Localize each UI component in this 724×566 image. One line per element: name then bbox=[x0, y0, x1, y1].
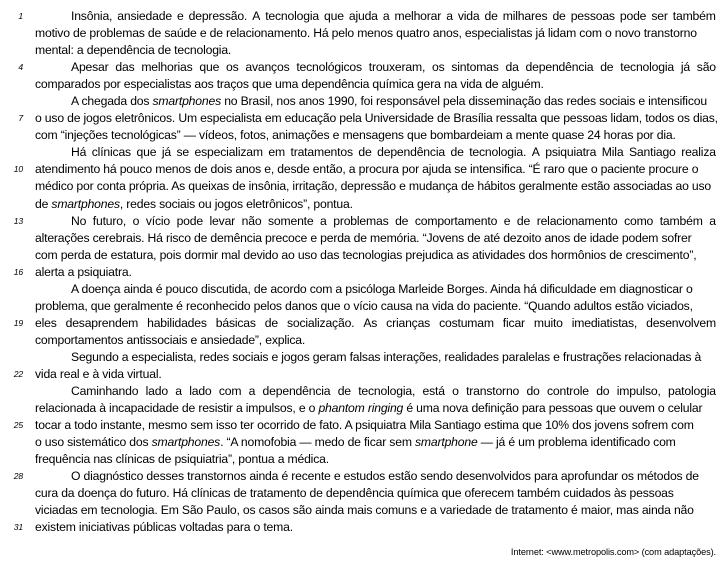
text-line bbox=[13, 468, 716, 485]
line-text: mental: a dependência de tecnologia. bbox=[35, 43, 232, 58]
line-number-1: 1 bbox=[18, 11, 23, 21]
line-number-25: 25 bbox=[13, 420, 23, 431]
text-line bbox=[27, 178, 716, 195]
line-text: de smartphones, redes sociais ou jogos eletrônicos”, pontua. bbox=[35, 196, 353, 211]
text-line bbox=[27, 451, 716, 468]
line-text: alterações cerebrais. Há risco de demência precoce e perda de memória. “Jovens de até dezoito anos de idade podem sofrer bbox=[35, 230, 692, 245]
line-text: A doença ainda é pouco discutida, de acordo com a psicóloga Marleide Borges. Ainda há dificuldade em diagnosticar o bbox=[71, 281, 693, 296]
line-text: viciadas em tecnologia. Em São Paulo, os casos são ainda mais comuns e a variedade de tratamento é maior, mas ainda não bbox=[35, 503, 694, 518]
text-line bbox=[27, 196, 716, 213]
text-line bbox=[27, 434, 716, 451]
line-number-28: 28 bbox=[13, 471, 23, 482]
line-text: alerta a psiquiatra. bbox=[35, 264, 132, 279]
text-line bbox=[18, 59, 716, 76]
line-text: com “injeções tecnológicas” — vídeos, fotos, animações e mensagens que bombardeiam a mente quase 24 horas por dia. bbox=[35, 128, 676, 143]
text-line bbox=[27, 383, 716, 400]
line-text: No futuro, o vício pode levar não somente a problemas de comportamento e de relacionamento como também a bbox=[71, 213, 716, 228]
text-line bbox=[27, 127, 716, 144]
line-text: A chegada dos smartphones no Brasil, nos anos 1990, foi responsável pela disseminação das redes sociais e intensificou bbox=[71, 94, 707, 109]
line-text: o uso de jogos eletrônicos. Um especialista em educação pela Universidade de Brasília ressalta que pessoas lidam, todos os dias, bbox=[35, 111, 718, 126]
line-text: com perda de estatura, pois dormir mal devido ao uso das tecnologias prejudica as atividades dos hormônios de crescimento”, bbox=[35, 247, 697, 262]
line-text: comportamentos antissociais e ansiedade”, explica. bbox=[35, 332, 306, 347]
line-text: motivo de problemas de saúde e de relacionamento. Há pelo menos quatro anos, especialistas já lidam com o novo transtorno bbox=[35, 26, 697, 41]
line-number-4: 4 bbox=[18, 62, 23, 73]
line-number-10: 10 bbox=[13, 164, 23, 175]
line-text: tocar a todo instante, mesmo sem isso ter ocorrido de fato. A psiquiatra Mila Santiago estima que 10% dos jovens sofrem com bbox=[35, 418, 694, 433]
line-text: cura da doença do futuro. Há clínicas de tratamento de dependência química que oferecem também cuidados às pessoas bbox=[35, 486, 674, 501]
line-text: o uso sistemático dos smartphones. “A nomofobia — medo de ficar sem smartphone — já é um problema identificado com bbox=[35, 435, 676, 450]
text-line bbox=[27, 25, 716, 42]
text-line bbox=[13, 366, 716, 383]
line-text: Segundo a especialista, redes sociais e jogos geram falsas interações, realidades paralelas e frustrações relacionadas à bbox=[71, 349, 702, 364]
line-text: Insônia, ansiedade e depressão. A tecnologia que ajuda a melhorar a vida de milhares de pessoas pode ser também bbox=[71, 9, 716, 23]
text-line bbox=[13, 519, 716, 536]
line-text: médico por conta própria. As queixas de insônia, irritação, depressão e mudança de hábitos geralmente estão associadas ao uso bbox=[35, 179, 711, 194]
text-line bbox=[27, 247, 716, 264]
text-line bbox=[27, 76, 716, 93]
text-line bbox=[13, 315, 716, 332]
text-line bbox=[27, 349, 716, 366]
source-attribution: Internet: <www.metropolis.com> (com adaptações). bbox=[510, 547, 716, 557]
line-number-19: 19 bbox=[13, 317, 23, 328]
line-text: relacionada à incapacidade de resistir a impulsos, e o phantom ringing é uma nova definição para pessoas que ouvem o celular bbox=[35, 401, 703, 416]
text-line bbox=[27, 281, 716, 298]
line-text: Há clínicas que já se especializam em tratamentos de dependência de tecnologia. A psiquiatra Mila Santiago realiza bbox=[71, 145, 716, 160]
line-text: vida real e à vida virtual. bbox=[35, 366, 162, 381]
line-text: Caminhando lado a lado com a dependência de tecnologia, está o transtorno do controle do impulso, patologia bbox=[71, 384, 716, 399]
line-text: frequência nas clínicas de psiquiatria”, pontua a médica. bbox=[35, 452, 329, 467]
text-line bbox=[27, 400, 716, 417]
text-line bbox=[13, 213, 716, 230]
line-text: problema, que geralmente é reconhecido pelos danos que o vício causa na vida do paciente. “Quando adultos estão viciados, bbox=[35, 298, 693, 313]
text-line bbox=[18, 110, 718, 127]
line-text: O diagnóstico desses transtornos ainda é recente e estudos estão sendo desenvolvidos para aprofundar os métodos de bbox=[71, 469, 699, 484]
line-text: eles desaprendem habilidades básicas de socialização. As crianças costumam ficar muito imediatistas, desenvolvem bbox=[35, 315, 716, 330]
line-text: comparados por especialistas aos traços que uma dependência química gera na vida de alguém. bbox=[35, 77, 544, 92]
text-line bbox=[27, 230, 716, 247]
line-text: Apesar das melhorias que os avanços tecnológicos trouxeram, os sintomas da dependência de tecnologia já são bbox=[71, 60, 716, 75]
text-line bbox=[13, 264, 716, 281]
passage-body bbox=[13, 8, 718, 536]
line-number-7: 7 bbox=[18, 113, 23, 124]
text-line bbox=[27, 144, 716, 161]
text-line bbox=[27, 298, 716, 315]
line-text: atendimento há pouco menos de dois anos e, desde então, a procura por ajuda se intensifica. “É raro que o paciente procure o bbox=[35, 162, 699, 177]
text-line bbox=[13, 417, 716, 434]
text-line bbox=[27, 332, 716, 349]
line-text: existem iniciativas públicas voltadas para o tema. bbox=[35, 520, 293, 535]
text-line bbox=[27, 42, 716, 59]
line-number-31: 31 bbox=[13, 522, 23, 533]
text-line bbox=[18, 8, 716, 25]
text-line bbox=[27, 502, 716, 519]
text-line bbox=[13, 161, 716, 178]
line-number-16: 16 bbox=[13, 266, 23, 277]
line-number-13: 13 bbox=[13, 215, 23, 226]
text-line bbox=[27, 93, 716, 110]
line-number-22: 22 bbox=[13, 368, 23, 379]
text-line bbox=[27, 485, 716, 502]
